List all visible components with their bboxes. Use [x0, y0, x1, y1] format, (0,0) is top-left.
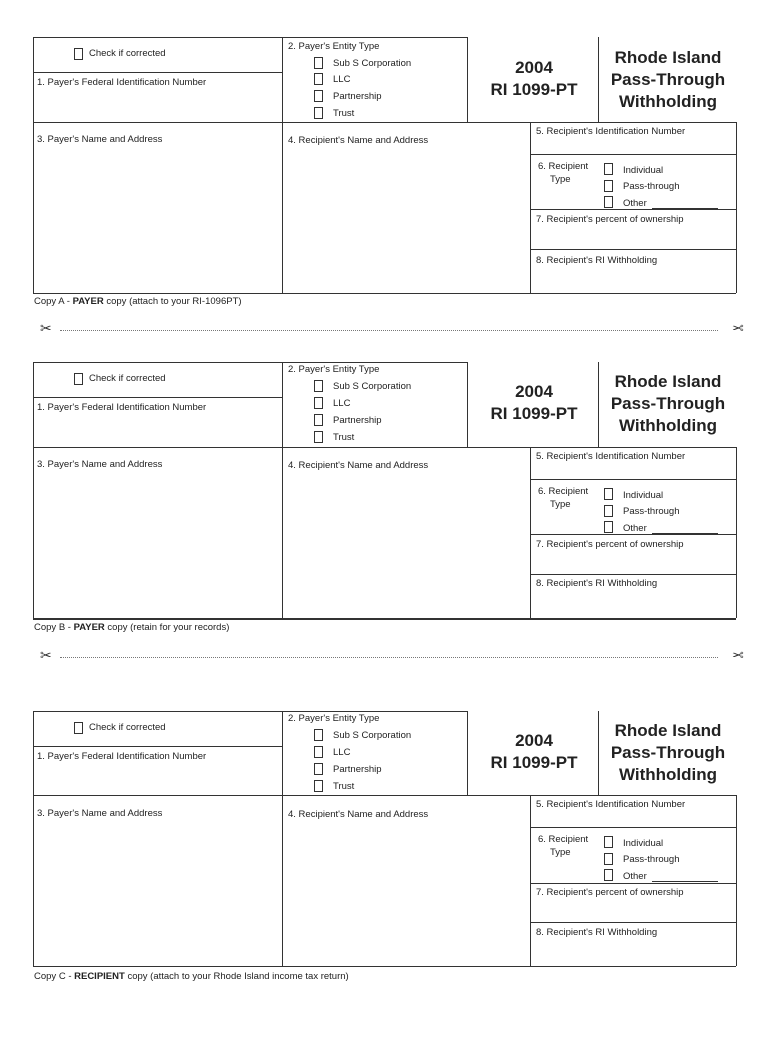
form-name: RI 1099-PT: [490, 753, 578, 772]
ri-withholding-label: 8. Recipient's RI Withholding: [536, 578, 658, 589]
recipient-type-label-2: Type: [550, 174, 571, 185]
partnership-checkbox[interactable]: [314, 90, 323, 102]
scissors-icon: ✂: [732, 320, 744, 336]
pass-through-label: Pass-through: [623, 181, 680, 192]
title-line-3: Withholding: [618, 765, 718, 784]
llc-checkbox[interactable]: [314, 73, 323, 85]
recipient-type-label-2: Type: [550, 499, 571, 510]
payer-fed-id-label: 1. Payer's Federal Identification Number: [37, 77, 207, 88]
scissors-icon: ✂: [732, 647, 744, 663]
sub-s-label: Sub S Corporation: [333, 730, 412, 741]
llc-label: LLC: [333, 398, 351, 409]
ri-withholding-label: 8. Recipient's RI Withholding: [536, 255, 658, 266]
form-year: 2004: [515, 731, 553, 750]
llc-label: LLC: [333, 747, 351, 758]
title-line-1: Rhode Island: [614, 721, 722, 740]
check-corrected-checkbox[interactable]: [74, 722, 83, 734]
partnership-checkbox[interactable]: [314, 763, 323, 775]
pass-through-label: Pass-through: [623, 506, 680, 517]
recipient-type-label-1: 6. Recipient: [538, 486, 589, 497]
pass-through-label: Pass-through: [623, 854, 680, 865]
recipient-name-address-label: 4. Recipient's Name and Address: [288, 460, 429, 471]
partnership-label: Partnership: [333, 91, 382, 102]
entity-type-label: 2. Payer's Entity Type: [288, 41, 380, 52]
other-underline[interactable]: [652, 533, 718, 534]
form-name: RI 1099-PT: [490, 404, 578, 423]
sub-s-label: Sub S Corporation: [333, 58, 412, 69]
partnership-checkbox[interactable]: [314, 414, 323, 426]
check-corrected-label: Check if corrected: [89, 48, 166, 59]
cut-line-2: [40, 647, 744, 664]
other-underline[interactable]: [652, 881, 718, 882]
payer-name-address-label: 3. Payer's Name and Address: [37, 808, 163, 819]
payer-fed-id-label: 1. Payer's Federal Identification Number: [37, 751, 207, 762]
other-label: Other: [623, 871, 647, 882]
llc-checkbox[interactable]: [314, 397, 323, 409]
pass-through-checkbox[interactable]: [604, 505, 613, 517]
trust-checkbox[interactable]: [314, 431, 323, 443]
trust-label: Trust: [333, 432, 355, 443]
check-corrected-checkbox[interactable]: [74, 373, 83, 385]
trust-label: Trust: [333, 108, 355, 119]
individual-checkbox[interactable]: [604, 488, 613, 500]
form-copy-c: [0, 711, 770, 1041]
recipient-type-label-1: 6. Recipient: [538, 834, 589, 845]
other-checkbox[interactable]: [604, 869, 613, 881]
title-line-3: Withholding: [618, 92, 718, 111]
title-line-2: Pass-Through: [610, 743, 726, 762]
recipient-type-label-2: Type: [550, 847, 571, 858]
payer-name-address-label: 3. Payer's Name and Address: [37, 459, 163, 470]
cut-line-1: [40, 320, 744, 337]
other-checkbox[interactable]: [604, 521, 613, 533]
title-line-2: Pass-Through: [610, 394, 726, 413]
copy-c-caption: Copy C - RECIPIENT copy (attach to your Rhode Island income tax return): [34, 971, 349, 982]
form-copy-a: [0, 37, 770, 367]
sub-s-label: Sub S Corporation: [333, 381, 412, 392]
sub-s-checkbox[interactable]: [314, 729, 323, 741]
recipient-id-label: 5. Recipient's Identification Number: [536, 799, 686, 810]
check-corrected-checkbox[interactable]: [74, 48, 83, 60]
other-checkbox[interactable]: [604, 196, 613, 208]
recipient-type-label-1: 6. Recipient: [538, 161, 589, 172]
ownership-percent-label: 7. Recipient's percent of ownership: [536, 539, 684, 550]
entity-type-label: 2. Payer's Entity Type: [288, 364, 380, 375]
form-name: RI 1099-PT: [490, 80, 578, 99]
check-corrected-label: Check if corrected: [89, 373, 166, 384]
pass-through-checkbox[interactable]: [604, 853, 613, 865]
individual-label: Individual: [623, 165, 664, 176]
trust-checkbox[interactable]: [314, 107, 323, 119]
other-label: Other: [623, 523, 647, 534]
payer-name-address-label: 3. Payer's Name and Address: [37, 134, 163, 145]
ri-withholding-label: 8. Recipient's RI Withholding: [536, 927, 658, 938]
title-line-1: Rhode Island: [614, 48, 722, 67]
partnership-label: Partnership: [333, 764, 382, 775]
copy-b-caption: Copy B - PAYER copy (retain for your records): [34, 622, 230, 633]
trust-checkbox[interactable]: [314, 780, 323, 792]
individual-label: Individual: [623, 838, 664, 849]
form-year: 2004: [515, 58, 553, 77]
scissors-icon: ✂: [40, 647, 52, 663]
payer-fed-id-label: 1. Payer's Federal Identification Number: [37, 402, 207, 413]
recipient-name-address-label: 4. Recipient's Name and Address: [288, 135, 429, 146]
entity-type-label: 2. Payer's Entity Type: [288, 713, 380, 724]
recipient-name-address-label: 4. Recipient's Name and Address: [288, 809, 429, 820]
sub-s-checkbox[interactable]: [314, 57, 323, 69]
pass-through-checkbox[interactable]: [604, 180, 613, 192]
recipient-id-label: 5. Recipient's Identification Number: [536, 451, 686, 462]
title-line-3: Withholding: [618, 416, 718, 435]
other-underline[interactable]: [652, 208, 718, 209]
check-corrected-label: Check if corrected: [89, 722, 166, 733]
scissors-icon: ✂: [40, 320, 52, 336]
partnership-label: Partnership: [333, 415, 382, 426]
form-copy-b: [0, 362, 770, 692]
llc-checkbox[interactable]: [314, 746, 323, 758]
individual-checkbox[interactable]: [604, 836, 613, 848]
copy-a-caption: Copy A - PAYER copy (attach to your RI-1096PT): [34, 296, 242, 307]
individual-checkbox[interactable]: [604, 163, 613, 175]
form-year: 2004: [515, 382, 553, 401]
llc-label: LLC: [333, 74, 351, 85]
title-line-1: Rhode Island: [614, 372, 722, 391]
other-label: Other: [623, 198, 647, 209]
recipient-id-label: 5. Recipient's Identification Number: [536, 126, 686, 137]
trust-label: Trust: [333, 781, 355, 792]
sub-s-checkbox[interactable]: [314, 380, 323, 392]
title-line-2: Pass-Through: [610, 70, 726, 89]
ownership-percent-label: 7. Recipient's percent of ownership: [536, 887, 684, 898]
ownership-percent-label: 7. Recipient's percent of ownership: [536, 214, 684, 225]
individual-label: Individual: [623, 490, 664, 501]
